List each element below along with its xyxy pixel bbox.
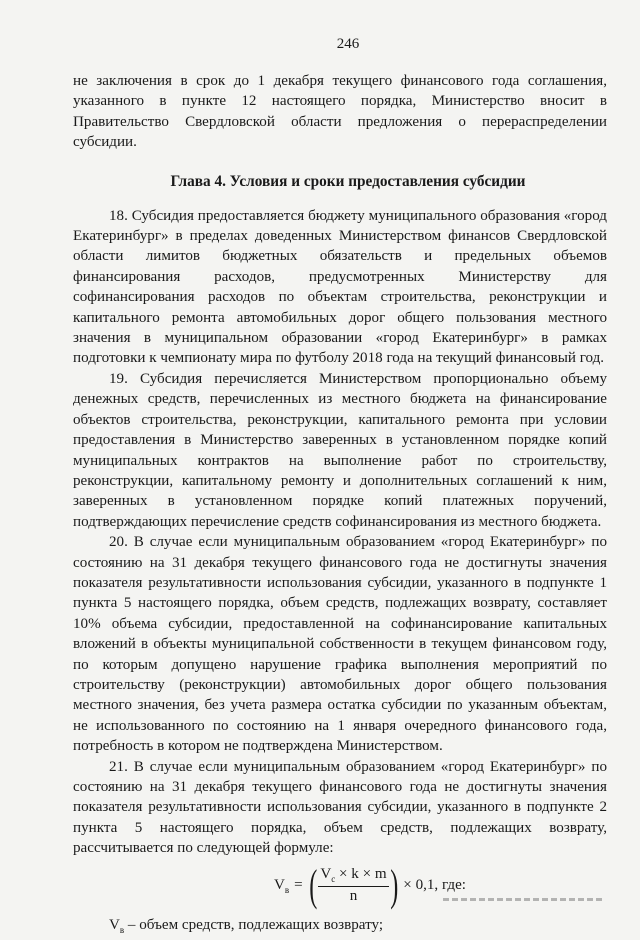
- definition-vv: $V_в$ – объем средств, подлежащих возврату;: [109, 916, 384, 935]
- paragraph-20: 20. В случае если муниципальным образованием «город Екатеринбург» по состоянию на 31 декабря текущего финансового года не достигнуты значения показателя результативности использования субсидии, указанного в подпункте 1 пункта 5 настоящего порядка, объем средств, подлежащих возврату, составляет 10% объема субсидии, предоставленной на софинансирование капитальных вложений в объекты муниципальной собственности в текущем финансовом году, по которым допущено нарушение графика выполнения мероприятий по строительству (реконструкции) автомобильных дорог общего пользования местного значения, без учета размера остатка субсидии по указанным объектам, не использованного по состоянию на 1 января очередного финансового года, потребность в котором не подтверждена Министерством.: [73, 534, 607, 755]
- formula-fraction: [318, 866, 388, 905]
- refund-formula: [73, 860, 607, 912]
- paragraph-21: 21. В случае если муниципальным образованием «город Екатеринбург» по состоянию на 31 декабря текущего финансового года не достигнуты значения показателя результативности использования субсидии, указанного в подпункте 2 пункта 5 настоящего порядка, объем средств, подлежащих возврату, рассчитывается по следующей формуле:: [73, 758, 607, 857]
- formula-lhs: $V_в$: [273, 876, 290, 895]
- formula-multiplier: × 0,1, где:: [403, 877, 466, 894]
- page-number: 246: [336, 36, 360, 52]
- formula-equals: =: [294, 877, 303, 894]
- formula-close-paren: ): [389, 860, 398, 910]
- formula-numerator: $V_с \times k \times m$: [318, 866, 388, 887]
- intro-paragraph: не заключения в срок до 1 декабря текущего финансового года соглашения, указанного в пункте 12 настоящего порядка, Министерство вносит в Правительство Свердловской области предложения о перераспределении субсидии.: [73, 73, 607, 151]
- chapter-heading: Глава 4. Условия и сроки предоставления субсидии: [170, 172, 526, 190]
- paragraph-18: 18. Субсидия предоставляется бюджету муниципального образования «город Екатеринбург» в пределах доведенных Министерством финансов Свердловской области лимитов бюджетных обязательств и предельных объемов финансирования расходов, предусмотренных Министерству для софинансирования расходов по объектам строительства, реконструкции и капитального ремонта автомобильных дорог общего пользования местного значения в муниципальном образовании «город Екатеринбург» в рамках подготовки к чемпионату мира по футболу 2018 года на текущий финансовый год.: [73, 207, 607, 367]
- paragraph-19: 19. Субсидия перечисляется Министерством пропорционально объему денежных средств, перечисленных из местного бюджета на финансирование объектов строительства, реконструкции, капитального ремонта при условии предоставления в Министерство заверенных в установленном порядке копий муниципальных контрактов на выполнение работ по строительству, реконструкции, капитальному ремонту и дополнительных соглашений к ним, заверенных в установленном порядке копий платежных поручений, подтверждающих перечисление средств софинансирования из местного бюджета.: [73, 370, 607, 530]
- formula-open-paren: (: [308, 860, 318, 910]
- formula-denominator: n: [349, 888, 358, 905]
- scan-edge-mark: [443, 898, 603, 901]
